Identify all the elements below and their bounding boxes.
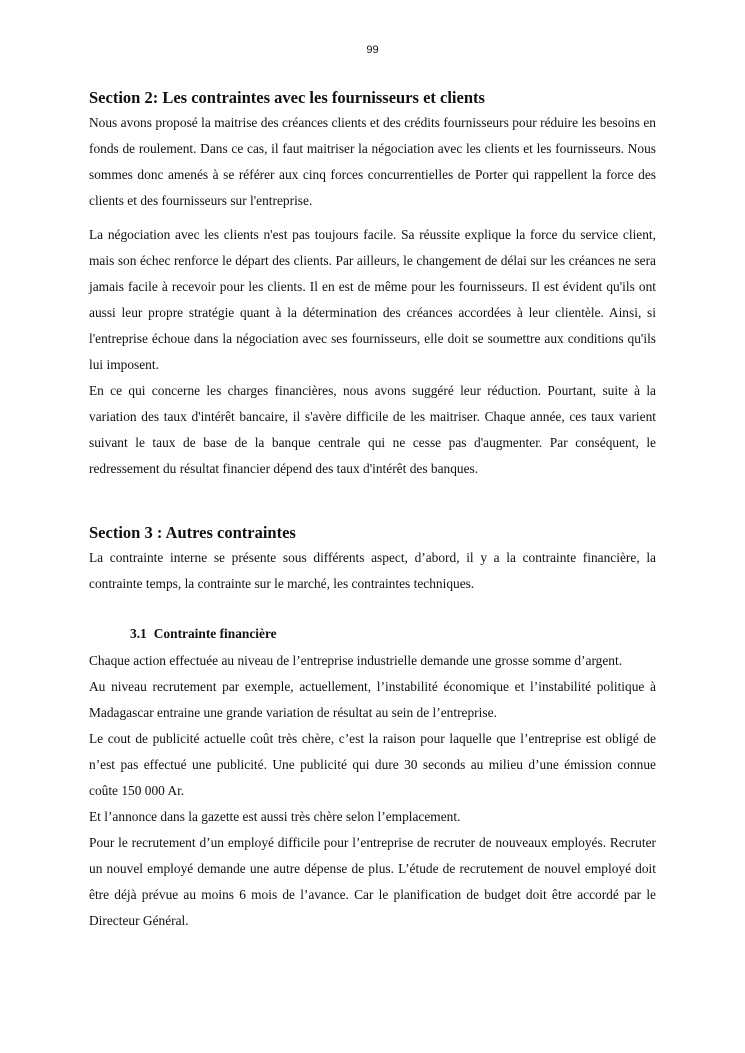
subsection-paragraph-3: Le cout de publicité actuelle coût très chère, c’est la raison pour laquelle que l’entreprise est obligé de n’est pas effectué une publicité. Une publicité qui dure 30 seconds au milieu d’une émission connue coûte 150 000 Ar. (89, 731, 656, 798)
section-2-paragraph-3: En ce qui concerne les charges financières, nous avons suggéré leur réduction. Pourtant, suite à la variation des taux d'intérêt bancaire, il s'avère difficile de les maitriser. Chaque année, ces taux varient suivant le taux de base de la banque centrale qui ne cesse pas d'augmenter. Par conséquent, le redressement du résultat financier dépend des taux d'intérêt des banques. (89, 383, 656, 476)
section-3-intro: La contrainte interne se présente sous différents aspect, d’abord, il y a la contrainte financière, la contrainte temps, la contrainte sur le marché, les contraintes techniques. (89, 550, 656, 591)
subsection-paragraph-1: Chaque action effectuée au niveau de l’entreprise industrielle demande une grosse somme d’argent. (89, 653, 623, 668)
subsection-number: 3.1 (130, 626, 147, 641)
subsection-paragraph-4: Et l’annonce dans la gazette est aussi très chère selon l’emplacement. (89, 809, 461, 824)
section-3-title: Section 3 : Autres contraintes (89, 523, 296, 542)
subsection-title: Contrainte financière (153, 626, 277, 641)
subsection-3-1-heading (130, 624, 656, 644)
subsection-paragraph-2: Au niveau recrutement par exemple, actuellement, l’instabilité économique et l’instabilité politique à Madagascar entraine une grande variation de résultat au sein de l’entreprise. (89, 679, 656, 720)
subsection-paragraph-5: Pour le recrutement d’un employé difficile pour l’entreprise de recruter de nouveaux employés. Recruter un nouvel employé demande une autre dépense de plus. L’étude de recrutement de nouvel employé doit être déjà prévue au moins 6 mois de l’avance. Car le planification de budget doit être accordé par le Directeur Général. (89, 835, 656, 928)
page-number: 99 (366, 44, 379, 56)
section-2-paragraph-1: Nous avons proposé la maitrise des créances clients et des crédits fournisseurs pour réduire les besoins en fonds de roulement. Dans ce cas, il faut maitriser la négociation avec les clients et les fournisseurs. Nous sommes donc amenés à se référer aux cinq forces concurrentielles de Porter qui rappellent la force des clients et des fournisseurs sur l'entreprise. (89, 115, 656, 208)
section-2-title: Section 2: Les contraintes avec les fournisseurs et clients (89, 88, 485, 107)
document-body (89, 86, 656, 934)
section-2-paragraph-2: La négociation avec les clients n'est pas toujours facile. Sa réussite explique la force du service client, mais son échec renforce le départ des clients. Par ailleurs, le changement de délai sur les créances ne sera jamais facile à recevoir pour les clients. Il en est de même pour les fournisseurs. Il est évident qu'ils ont aussi leur propre stratégie quant à la détermination des créances accordées à leur clientèle. Ainsi, si l'entreprise échoue dans la négociation avec ses fournisseurs, elle doit se soumettre aux conditions qu'ils lui imposent. (89, 227, 656, 372)
